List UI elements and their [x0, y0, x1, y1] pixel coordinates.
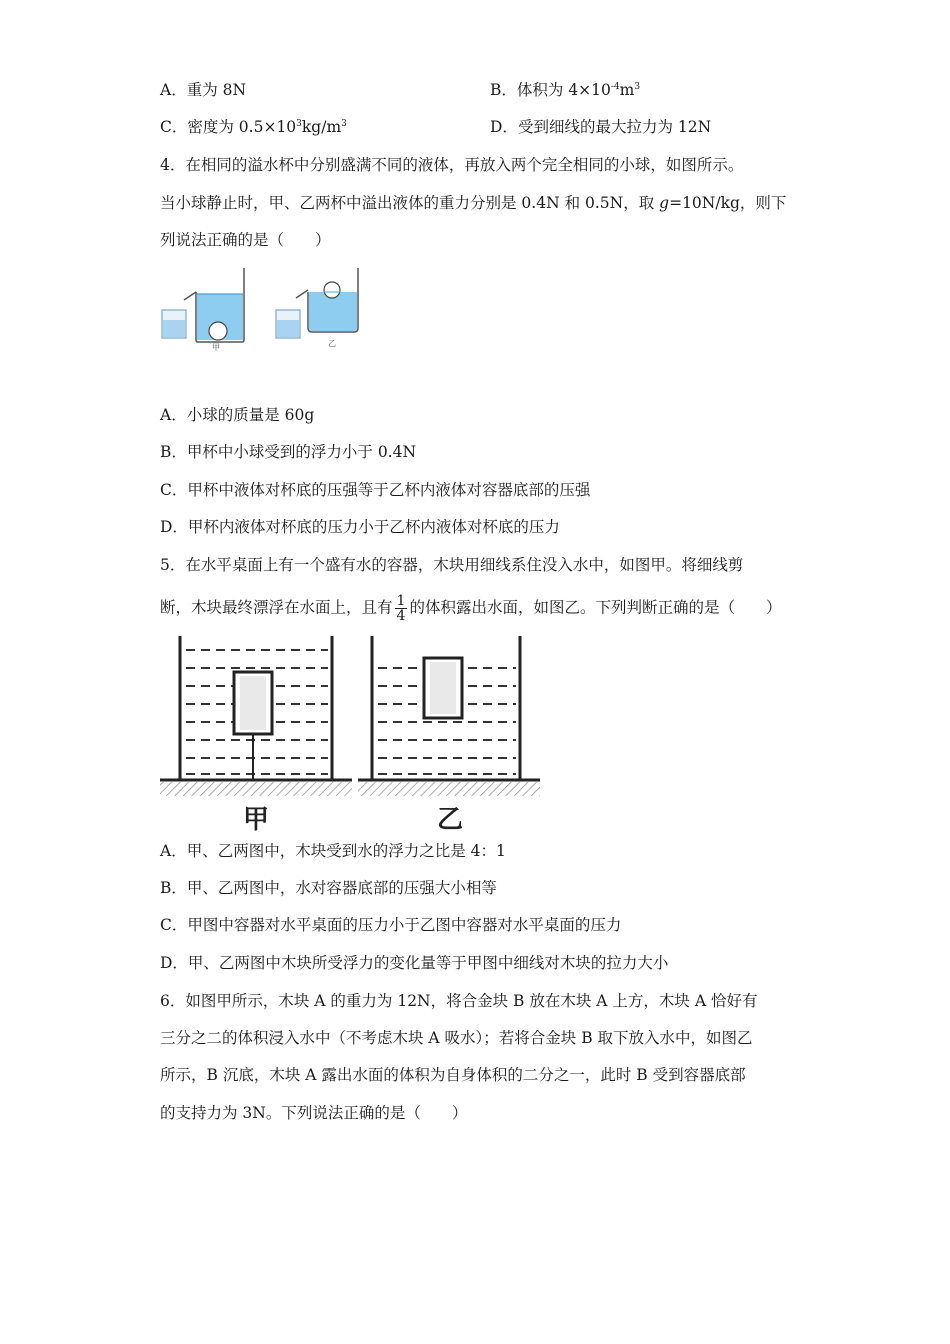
q4-stem-line3: 列说法正确的是（ ） — [160, 231, 331, 249]
q5-container-jia — [160, 636, 352, 796]
q3-option-d: D．受到细线的最大拉力为 12N — [490, 118, 712, 136]
q4-stem-line1: 4．在相同的溢水杯中分别盛满不同的液体，再放入两个完全相同的小球，如图所示。 — [160, 156, 744, 174]
q5-option-b: B．甲、乙两图中，水对容器底部的压强大小相等 — [160, 879, 497, 897]
q4-stem-line2: 当小球静止时，甲、乙两杯中溢出液体的重力分别是 0.4N 和 0.5N，取 g=10N/kg，则下 — [160, 194, 787, 212]
q4-option-c: C．甲杯中液体对杯底的压强等于乙杯内液体对容器底部的压强 — [160, 481, 591, 499]
q6-stem-line2: 三分之二的体积浸入水中（不考虑木块 A 吸水）；若将合金块 B 取下放入水中，如图乙 — [160, 1029, 753, 1047]
q4-small-beaker-jia — [162, 310, 186, 338]
q5-fraction: $\frac{1}{4}$ — [396, 593, 406, 624]
q5-stem-line2: 断，木块最终漂浮在水面上，且有 $\frac{1}{4}$ 的体积露出水面，如图乙。下列判断正确的是（ ） — [160, 593, 782, 624]
q4-overflow-cup-yi — [296, 268, 358, 332]
q5-label-yi: 乙 — [436, 805, 464, 832]
q4-figure — [160, 262, 370, 357]
q4-ball-jia — [209, 322, 227, 340]
q4-label-yi: 乙 — [328, 339, 336, 348]
q4-overflow-cup-jia — [184, 268, 244, 342]
q5-stem-line1: 5．在水平桌面上有一个盛有水的容器，木块用细线系住没入水中，如图甲。将细线剪 — [160, 556, 744, 574]
q3-option-a: A．重为 8N — [160, 81, 247, 99]
q5-option-d: D．甲、乙两图中木块所受浮力的变化量等于甲图中细线对木块的拉力大小 — [160, 954, 669, 972]
q4-small-beaker-yi — [276, 310, 300, 338]
q4-option-a: A．小球的质量是 60g — [160, 406, 315, 424]
q6-stem-line3: 所示，B 沉底，木块 A 露出水面的体积为自身体积的二分之一，此时 B 受到容器底部 — [160, 1066, 746, 1084]
q4-label-jia: 甲 — [212, 343, 220, 352]
q3-option-c: C．密度为 $0.5\times 10^3kg/m^3$ — [160, 118, 347, 136]
q5-option-c: C．甲图中容器对水平桌面的压力小于乙图中容器对水平桌面的压力 — [160, 916, 622, 934]
q5-container-yi — [358, 636, 540, 796]
q4-option-d: D．甲杯内液体对杯底的压力小于乙杯内液体对杯底的压力 — [160, 518, 560, 536]
q6-stem-line1: 6．如图甲所示，木块 A 的重力为 12N，将合金块 B 放在木块 A 上方，木块 A 恰好有 — [160, 992, 758, 1010]
q4-option-b: B．甲杯中小球受到的浮力小于 0.4N — [160, 443, 417, 461]
q5-figure — [160, 632, 545, 832]
q4-ball-yi — [324, 282, 340, 298]
q3-option-b: B．体积为 $4\times 10^{-4}m^3$ — [490, 81, 641, 99]
q5-option-a: A．甲、乙两图中，木块受到水的浮力之比是 4：1 — [160, 842, 506, 860]
q6-stem-line4: 的支持力为 3N。下列说法正确的是（ ） — [160, 1104, 468, 1122]
q5-label-jia: 甲 — [242, 805, 270, 832]
